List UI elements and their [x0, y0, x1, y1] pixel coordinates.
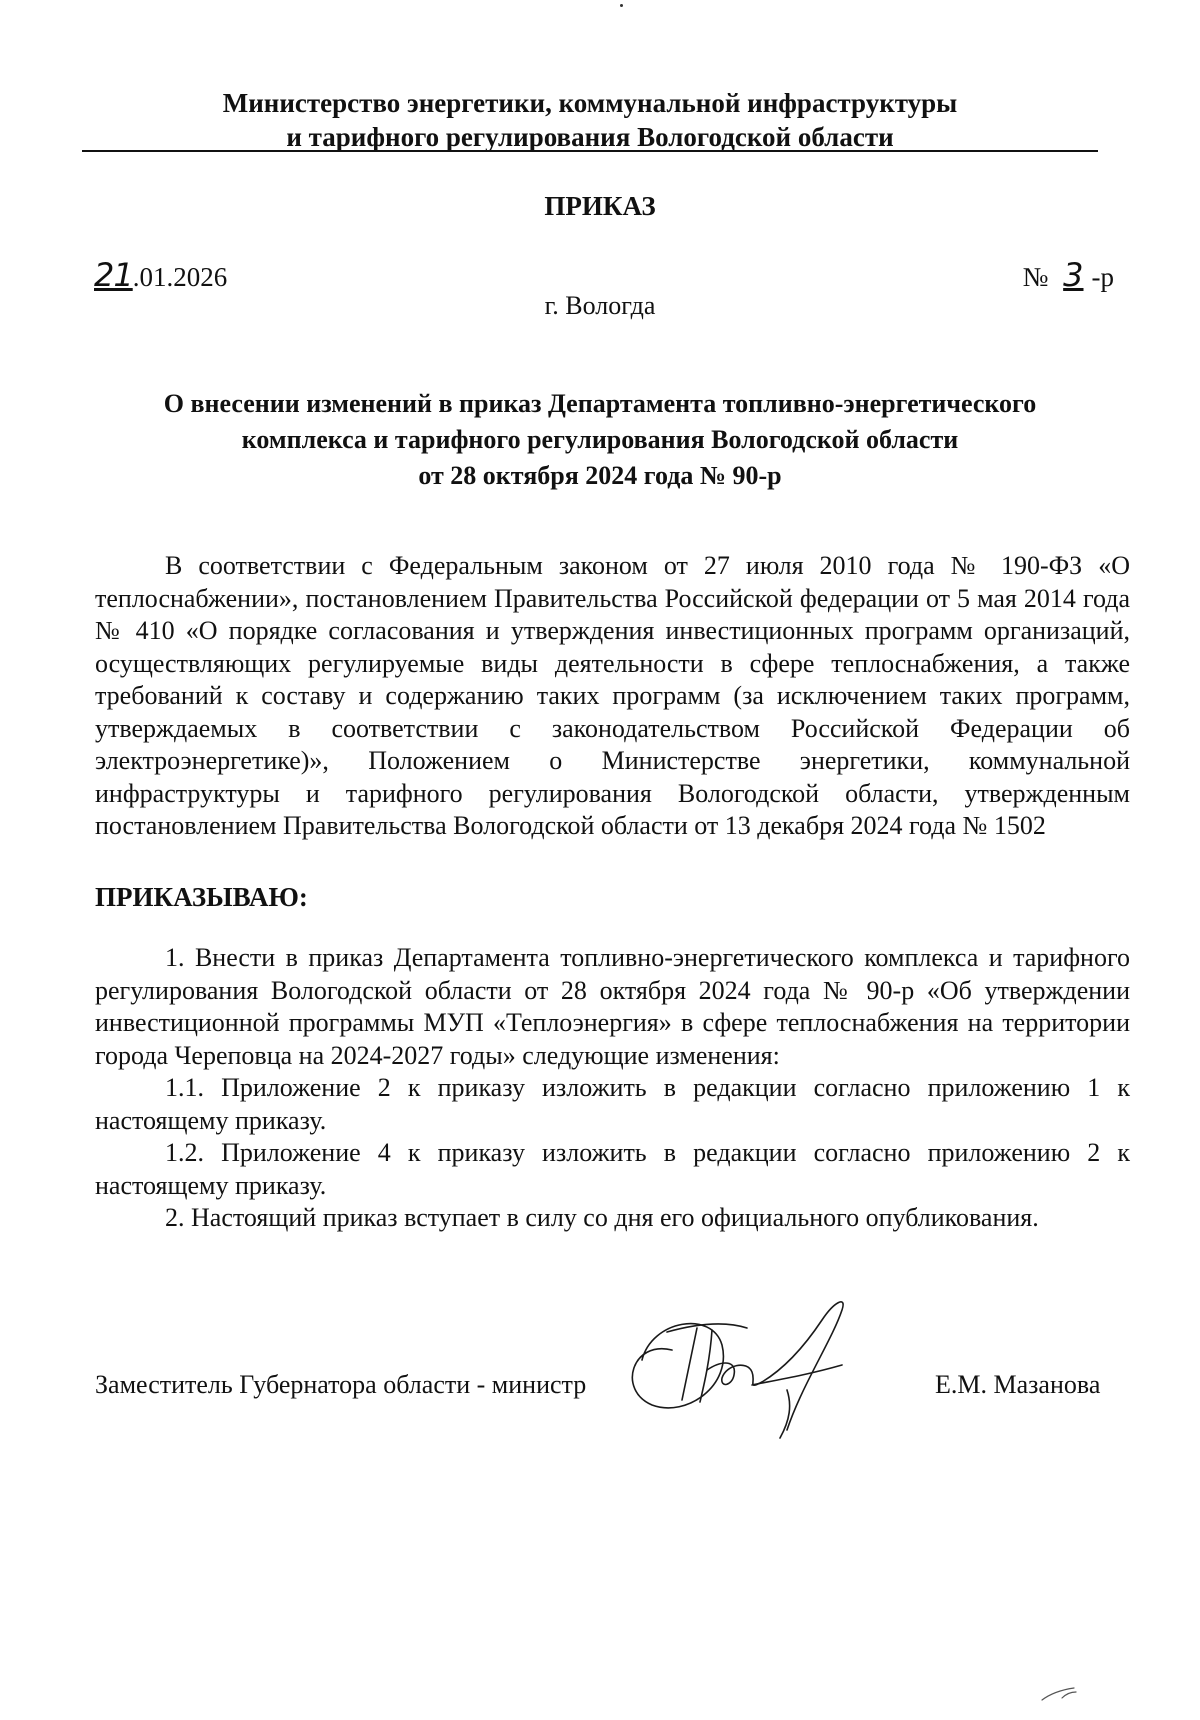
signature-descender	[780, 1390, 790, 1438]
signature-stroke-vertical	[682, 1328, 697, 1400]
date-printed: .01.2026	[132, 262, 228, 292]
corner-mark	[1040, 1684, 1080, 1704]
signature-stroke-vertical-2	[700, 1330, 712, 1402]
order-word: ПРИКАЗЫВАЮ:	[95, 882, 308, 912]
ministry-header	[82, 86, 1098, 154]
order-item-2: 2. Настоящий приказ вступает в силу со дня его официального опубликования.	[165, 1203, 1039, 1232]
order-item-1: 1. Внести в приказ Департамента топливно-энергетического комплекса и тарифного регулирования Вологодской области от 28 октября 2024 года № 90-р «Об утверждении инвестиционной программы МУП «Теплоэнергия» в сфере теплоснабжения на территории города Череповца на 2024-2027 годы» следующие изменения:	[95, 943, 1130, 1070]
order-items	[95, 942, 1130, 1235]
number-handwritten: 3	[1063, 256, 1084, 294]
signature-tail	[762, 1302, 843, 1430]
order-item-1-2: 1.2. Приложение 4 к приказу изложить в редакции согласно приложению 2 к настоящему приказу.	[95, 1138, 1130, 1200]
signatory-position: Заместитель Губернатора области - министр	[95, 1370, 587, 1399]
document-date	[94, 256, 227, 294]
number-prefix: №	[1022, 262, 1049, 292]
signatory-name: Е.М. Мазанова	[935, 1370, 1101, 1399]
number-suffix: -р	[1091, 262, 1114, 292]
ministry-header-line1: Министерство энергетики, коммунальной инфраструктуры	[222, 88, 958, 118]
document-title	[100, 386, 1100, 494]
title-line1: О внесении изменений в приказ Департамента топливно-энергетического	[163, 389, 1037, 418]
header-divider	[82, 150, 1098, 152]
handwritten-signature	[612, 1290, 912, 1440]
signature-loop	[632, 1324, 723, 1408]
city: г. Вологда	[544, 291, 656, 320]
preamble-paragraph: В соответствии с Федеральным законом от 27 июля 2010 года № 190-ФЗ «О теплоснабжении», постановлением Правительства Российской федерации от 5 мая 2014 года № 410 «О порядке согласования и утверждения инвестиционных программ организаций, осуществляющих регулируемые виды деятельности в сфере теплоснабжения, а также требований к составу и содержанию таких программ (за исключением таких программ, утверждаемых в соответствии с законодательством Российской Федерации об электроэнергетике)», Положением о Министерстве энергетики, коммунальной инфраструктуры и тарифного регулирования Вологодской области, утвержденным постановлением Правительства Вологодской области от 13 декабря 2024 года № 1502	[95, 551, 1130, 840]
document-number	[1023, 256, 1114, 294]
document-type: ПРИКАЗ	[544, 191, 656, 221]
title-line3: от 28 октября 2024 года № 90-р	[418, 461, 782, 490]
order-item-1-1: 1.1. Приложение 2 к приказу изложить в редакции согласно приложению 1 к настоящему приказу.	[95, 1073, 1130, 1135]
ministry-header-line2: и тарифного регулирования Вологодской области	[286, 122, 894, 152]
scan-speck	[620, 4, 623, 7]
signature-underline	[752, 1365, 842, 1385]
title-line2: комплекса и тарифного регулирования Вологодской области	[241, 425, 959, 454]
date-handwritten-day: 21	[94, 256, 133, 294]
